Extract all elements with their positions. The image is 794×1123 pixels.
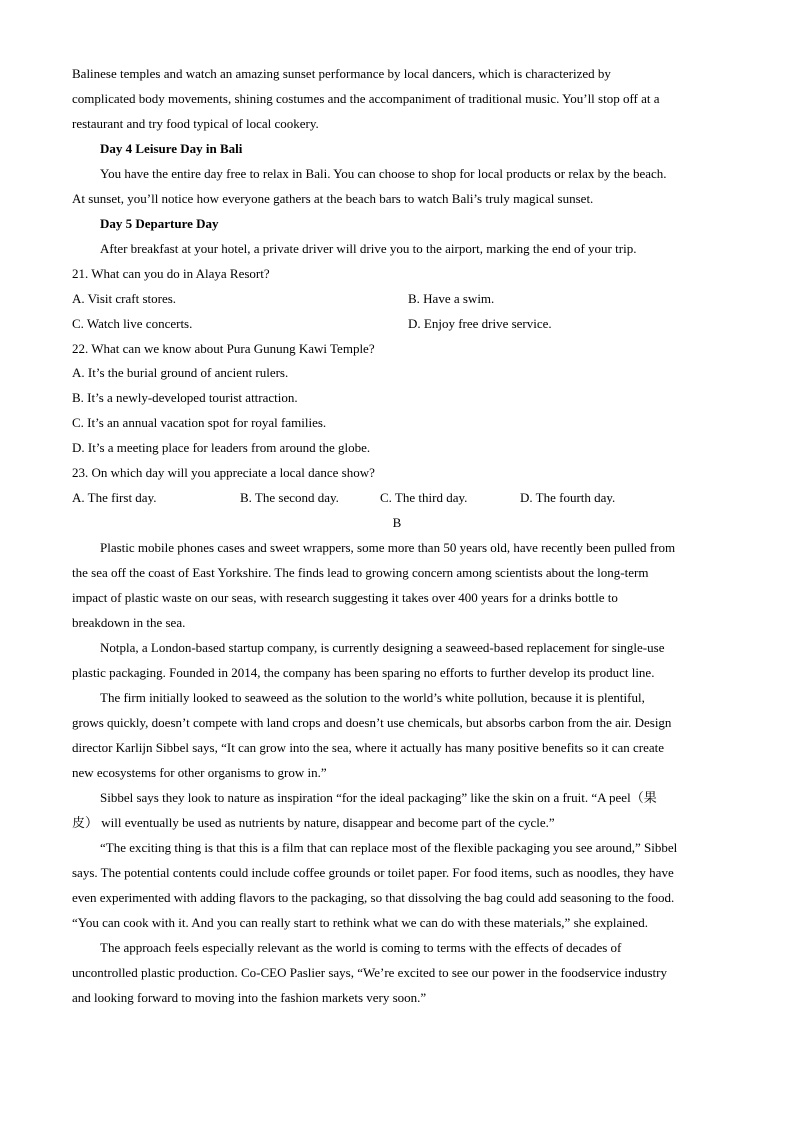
body-text-line: Sibbel says they look to nature as inspiration “for the ideal packaging” like the skin on a fruit. “A peel（果: [100, 790, 657, 805]
body-text-line: Plastic mobile phones cases and sweet wrappers, some more than 50 years old, have recently been pulled from: [100, 540, 676, 555]
q22-option-c: C. It’s an annual vacation spot for royal families.: [72, 415, 327, 430]
body-text-line: impact of plastic waste on our seas, with research suggesting it takes over 400 years for a drinks bottle to: [72, 590, 618, 605]
body-text-line: uncontrolled plastic production. Co-CEO Paslier says, “We’re excited to see our power in the foodservice industry: [72, 965, 667, 980]
question-22-stem: 22. What can we know about Pura Gunung Kawi Temple?: [72, 341, 375, 356]
question-23-stem: 23. On which day will you appreciate a local dance show?: [72, 465, 375, 480]
question-21-stem: 21. What can you do in Alaya Resort?: [72, 266, 270, 281]
q22-option-d: D. It’s a meeting place for leaders from around the globe.: [72, 440, 371, 455]
q23-option-d: D. The fourth day.: [520, 490, 616, 505]
body-text-line: the sea off the coast of East Yorkshire. The finds lead to growing concern among scientists about the long-term: [72, 565, 649, 580]
body-text-line: The firm initially looked to seaweed as the solution to the world’s white pollution, because it is plentiful,: [100, 690, 645, 705]
body-text-line: restaurant and try food typical of local cookery.: [72, 116, 319, 131]
q23-option-b: B. The second day.: [240, 490, 339, 505]
q21-option-b: B. Have a swim.: [408, 291, 495, 306]
q21-option-a: A. Visit craft stores.: [72, 291, 177, 306]
body-text-line: complicated body movements, shining costumes and the accompaniment of traditional music. You’ll stop off at a: [72, 91, 660, 106]
body-text-line: Notpla, a London-based startup company, is currently designing a seaweed-based replacement for single-use: [100, 640, 665, 655]
body-text-line: grows quickly, doesn’t compete with land crops and doesn’t use chemicals, but absorbs carbon from the air. Design: [72, 715, 672, 730]
body-text-line: says. The potential contents could include coffee grounds or toilet paper. For food items, such as noodles, they have: [72, 865, 674, 880]
body-text-line: “You can cook with it. And you can really start to rethink what we can do with these materials,” she explained.: [72, 915, 648, 930]
body-text-line: After breakfast at your hotel, a private driver will drive you to the airport, marking the end of your trip.: [100, 241, 637, 256]
body-text-line: The approach feels especially relevant as the world is coming to terms with the effects of decades of: [100, 940, 622, 955]
section-b-label: B: [392, 515, 402, 530]
body-text-line: even experimented with adding flavors to the packaging, so that dissolving the bag could add seasoning to the food.: [72, 890, 675, 905]
day5-heading: Day 5 Departure Day: [100, 216, 219, 231]
q21-option-c: C. Watch live concerts.: [72, 316, 193, 331]
q23-option-a: A. The first day.: [72, 490, 157, 505]
day4-heading: Day 4 Leisure Day in Bali: [100, 141, 243, 156]
q22-option-a: A. It’s the burial ground of ancient rulers.: [72, 365, 289, 380]
body-text-line: director Karlijn Sibbel says, “It can grow into the sea, where it actually has many positive benefits so it can create: [72, 740, 665, 755]
body-text-line: plastic packaging. Founded in 2014, the company has been sparing no efforts to further develop its product line.: [72, 665, 655, 680]
body-text-line: At sunset, you’ll notice how everyone gathers at the beach bars to watch Bali’s truly magical sunset.: [72, 191, 594, 206]
body-text-line: new ecosystems for other organisms to grow in.”: [72, 765, 327, 780]
body-text-line: and looking forward to moving into the fashion markets very soon.”: [72, 990, 427, 1005]
q23-option-c: C. The third day.: [380, 490, 468, 505]
q22-option-b: B. It’s a newly-developed tourist attraction.: [72, 390, 298, 405]
body-text-line: You have the entire day free to relax in Bali. You can choose to shop for local products or relax by the beach.: [100, 166, 667, 181]
body-text-line: breakdown in the sea.: [72, 615, 186, 630]
body-text-line: “The exciting thing is that this is a film that can replace most of the flexible packaging you see around,” Sibbel: [100, 840, 678, 855]
body-text-line: 皮） will eventually be used as nutrients by nature, disappear and become part of the cycle.”: [72, 815, 555, 830]
body-text-line: Balinese temples and watch an amazing sunset performance by local dancers, which is characterized by: [72, 66, 611, 81]
q21-option-d: D. Enjoy free drive service.: [408, 316, 552, 331]
